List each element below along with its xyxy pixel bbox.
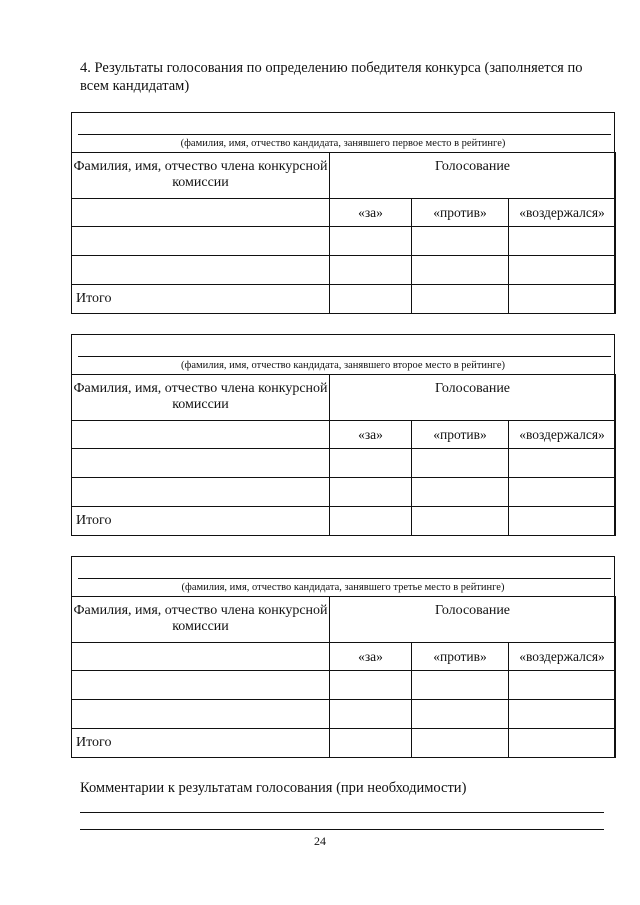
option-for-header: «за» xyxy=(330,643,412,671)
table-row xyxy=(72,449,616,478)
option-against-header: «против» xyxy=(412,643,509,671)
member-column-header: Фамилия, имя, отчество члена конкурсной комиссии xyxy=(72,153,330,199)
total-row xyxy=(72,285,616,314)
member-column-header: Фамилия, имя, отчество члена конкурсной комиссии xyxy=(72,597,330,643)
vote-column-header: Голосование xyxy=(330,153,616,199)
vote-cell[interactable] xyxy=(330,285,412,314)
table-row xyxy=(72,227,616,256)
vote-column-header: Голосование xyxy=(330,597,616,643)
total-label: Итого xyxy=(72,729,330,758)
total-row xyxy=(72,729,616,758)
candidate-name-field[interactable] xyxy=(78,134,611,135)
table-row xyxy=(72,256,616,285)
vote-cell[interactable] xyxy=(412,478,509,507)
vote-cell[interactable] xyxy=(509,700,616,729)
vote-cell[interactable] xyxy=(509,671,616,700)
votes-table xyxy=(71,374,616,536)
candidate-block-3 xyxy=(71,556,615,758)
candidate-caption: (фамилия, имя, отчество кандидата, занявшего третье место в рейтинге) xyxy=(181,582,505,593)
member-cell[interactable] xyxy=(72,227,330,256)
table-row xyxy=(72,671,616,700)
vote-cell[interactable] xyxy=(330,671,412,700)
member-cell[interactable] xyxy=(72,449,330,478)
vote-cell[interactable] xyxy=(412,700,509,729)
candidate-caption: (фамилия, имя, отчество кандидата, занявшего второе место в рейтинге) xyxy=(181,360,505,371)
option-abstain-header: «воздержался» xyxy=(509,199,616,227)
candidate-name-field[interactable] xyxy=(78,356,611,357)
option-against-header: «против» xyxy=(412,421,509,449)
member-cell[interactable] xyxy=(72,421,330,449)
vote-cell[interactable] xyxy=(412,507,509,536)
member-cell[interactable] xyxy=(72,700,330,729)
vote-cell[interactable] xyxy=(509,227,616,256)
comment-label: Комментарии к результатам голосования (при необходимости) xyxy=(80,780,467,796)
total-label: Итого xyxy=(72,507,330,536)
option-abstain-header: «воздержался» xyxy=(509,421,616,449)
vote-cell[interactable] xyxy=(509,478,616,507)
section-heading: 4. Результаты голосования по определению победителя конкурса (заполняется по всем кандидатам) xyxy=(80,60,583,94)
vote-cell[interactable] xyxy=(509,729,616,758)
vote-cell[interactable] xyxy=(412,671,509,700)
candidate-block-1 xyxy=(71,112,615,314)
member-cell[interactable] xyxy=(72,256,330,285)
member-cell[interactable] xyxy=(72,643,330,671)
vote-cell[interactable] xyxy=(412,729,509,758)
votes-table xyxy=(71,596,616,758)
comment-line-1[interactable] xyxy=(80,812,604,813)
vote-cell[interactable] xyxy=(330,256,412,285)
candidate-block-2 xyxy=(71,334,615,536)
vote-cell[interactable] xyxy=(330,478,412,507)
vote-cell[interactable] xyxy=(509,449,616,478)
vote-cell[interactable] xyxy=(509,285,616,314)
vote-cell[interactable] xyxy=(412,256,509,285)
vote-cell[interactable] xyxy=(330,700,412,729)
vote-cell[interactable] xyxy=(330,507,412,536)
member-cell[interactable] xyxy=(72,199,330,227)
candidate-caption: (фамилия, имя, отчество кандидата, занявшего первое место в рейтинге) xyxy=(180,138,506,149)
comment-line-2[interactable] xyxy=(80,829,604,830)
total-label: Итого xyxy=(72,285,330,314)
option-abstain-header: «воздержался» xyxy=(509,643,616,671)
vote-cell[interactable] xyxy=(509,507,616,536)
vote-cell[interactable] xyxy=(330,729,412,758)
member-cell[interactable] xyxy=(72,671,330,700)
vote-cell[interactable] xyxy=(330,449,412,478)
total-row xyxy=(72,507,616,536)
votes-table xyxy=(71,152,616,314)
option-for-header: «за» xyxy=(330,199,412,227)
page-number: 24 xyxy=(314,834,326,848)
vote-column-header: Голосование xyxy=(330,375,616,421)
table-row xyxy=(72,700,616,729)
option-for-header: «за» xyxy=(330,421,412,449)
option-against-header: «против» xyxy=(412,199,509,227)
vote-cell[interactable] xyxy=(330,227,412,256)
member-cell[interactable] xyxy=(72,478,330,507)
table-row xyxy=(72,478,616,507)
candidate-name-field[interactable] xyxy=(78,578,611,579)
member-column-header: Фамилия, имя, отчество члена конкурсной комиссии xyxy=(72,375,330,421)
vote-cell[interactable] xyxy=(412,285,509,314)
vote-cell[interactable] xyxy=(509,256,616,285)
vote-cell[interactable] xyxy=(412,449,509,478)
vote-cell[interactable] xyxy=(412,227,509,256)
